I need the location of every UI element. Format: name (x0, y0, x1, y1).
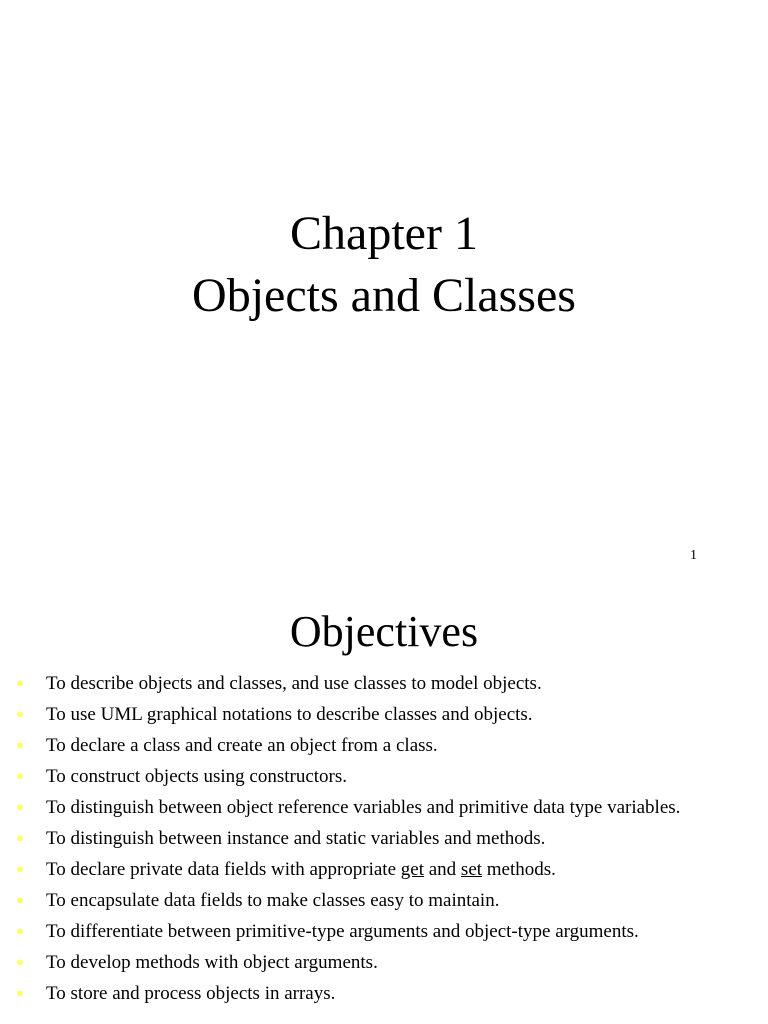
objectives-list (0, 672, 768, 1013)
bullet-dot-icon: ● (16, 799, 24, 814)
chapter-title: Objects and Classes (192, 269, 576, 322)
bullet-dot-icon: ● (16, 768, 24, 783)
bullet-dot-icon: ● (16, 861, 24, 876)
bullet-dot-icon: ● (16, 737, 24, 752)
list-item (0, 951, 768, 975)
page-number: 1 (690, 548, 697, 563)
list-item-text: To develop methods with object arguments. (46, 952, 378, 973)
get-keyword: get (400, 859, 424, 880)
list-item-text: To differentiate between primitive-type arguments and object-type arguments. (46, 921, 639, 942)
list-item (0, 920, 768, 944)
list-item-text: To store and process objects in arrays. (46, 983, 336, 1004)
list-item (0, 982, 768, 1006)
list-item-text: To describe objects and classes, and use classes to model objects. (46, 673, 542, 694)
list-item (0, 858, 768, 882)
list-item (0, 796, 768, 820)
list-item (0, 734, 768, 758)
chapter-number-title: Chapter 1 (290, 207, 478, 260)
objectives-heading: Objectives (289, 607, 479, 656)
list-item-text: To construct objects using constructors. (46, 766, 348, 787)
bullet-dot-icon: ● (16, 892, 24, 907)
bullet-dot-icon: ● (16, 954, 24, 969)
list-item (0, 889, 768, 913)
bullet-dot-icon: ● (16, 830, 24, 845)
list-item-text-middle: and (423, 859, 461, 880)
list-item (0, 827, 768, 851)
list-item-text: To declare a class and create an object from a class. (46, 735, 438, 756)
list-item-text-prefix: To declare private data fields with appropriate (46, 859, 401, 880)
bullet-dot-icon: ● (16, 675, 24, 690)
set-keyword: set (460, 859, 483, 880)
list-item (0, 703, 768, 727)
bullet-dot-icon: ● (16, 706, 24, 721)
list-item (0, 765, 768, 789)
list-item-text-suffix: methods. (482, 859, 556, 880)
bullet-dot-icon: ● (16, 923, 24, 938)
objectives-slide (0, 576, 768, 1024)
list-item-text: To distinguish between object reference variables and primitive data type variables. (46, 797, 681, 818)
list-item (0, 672, 768, 696)
list-item-text: To encapsulate data fields to make classes easy to maintain. (46, 890, 500, 911)
bullet-dot-icon: ● (16, 985, 24, 1000)
list-item-text: To distinguish between instance and static variables and methods. (46, 828, 546, 849)
list-item-text: To use UML graphical notations to describe classes and objects. (46, 704, 533, 725)
